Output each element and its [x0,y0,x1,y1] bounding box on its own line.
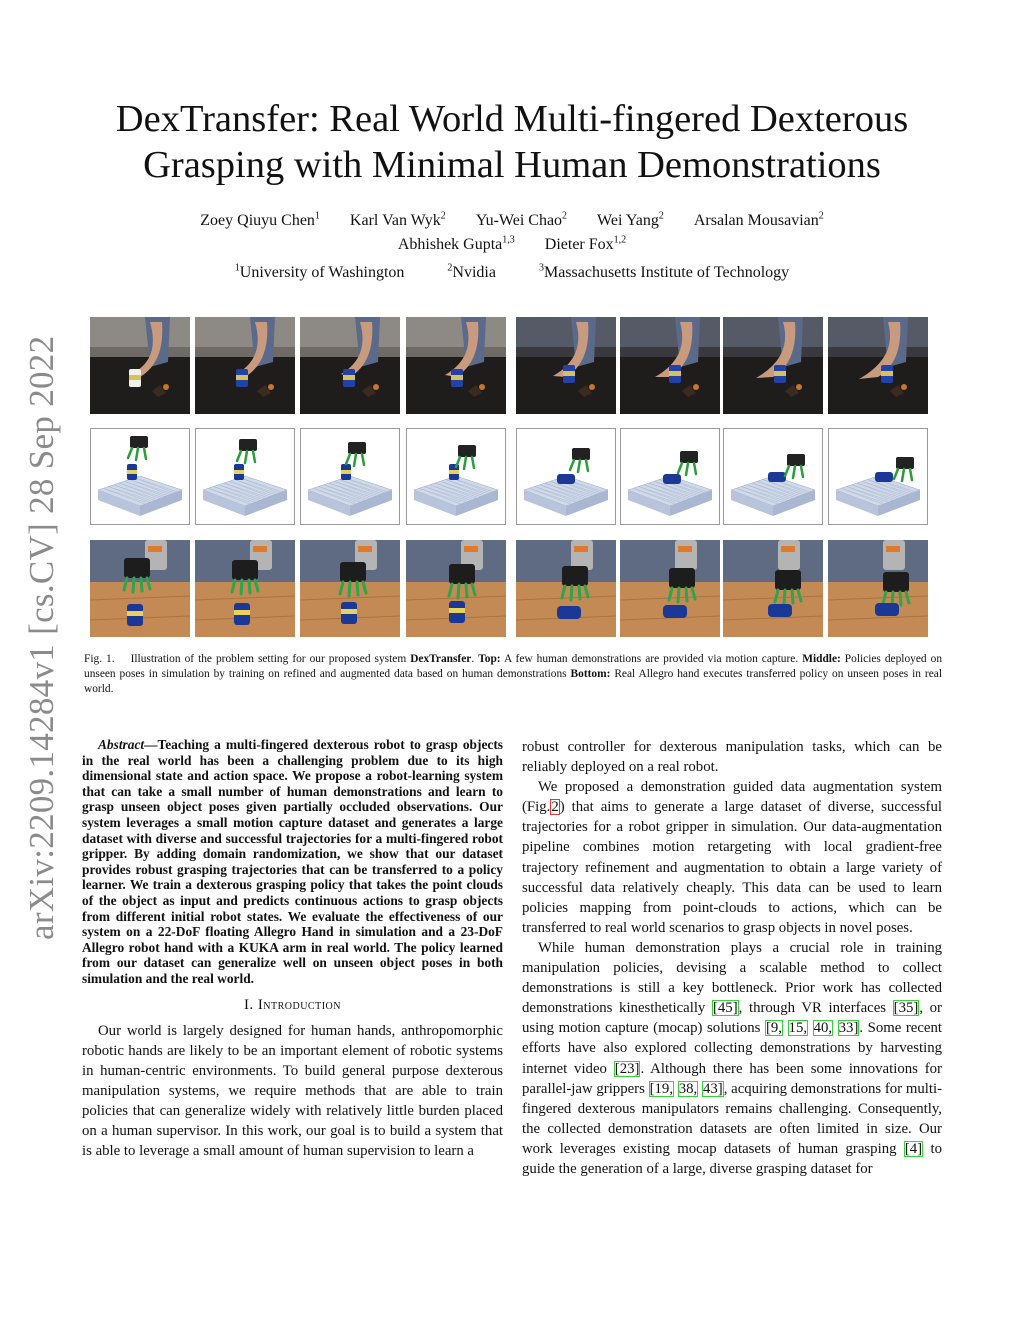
right-column [522,737,942,1179]
author-name: Abhishek Gupta$^{1,3}$ [397,234,515,253]
section-heading-introduction: I. Introduction [244,996,341,1013]
intro-paragraph-1-continued: robust controller for dexterous manipulation tasks, which can be reliably deployed on a real robot. [522,739,942,776]
author-list-row-2 [60,236,964,254]
affiliation: $^2$Nvidia [447,262,496,281]
citation-link[interactable]: 33] [838,1020,859,1037]
citation-link[interactable]: [35] [893,1000,919,1017]
motion-capture-photo-7 [723,317,823,414]
motion-capture-photo-6 [620,317,720,414]
citation-link[interactable]: [23] [614,1060,640,1077]
citation-link[interactable]: [9, [765,1020,782,1037]
citation-link[interactable]: [19, [649,1080,674,1097]
motion-capture-photo-5 [516,317,616,414]
motion-capture-photo-2 [195,317,295,414]
intro-paragraph-3: While human demonstration plays a crucial role in training manipulation policies, devising a scalable method to collect demonstrations is still a key bottleneck. Prior work has collected demonstrations kinesthetically [45], through VR interfaces [35], or using motion capture (mocap) solutions [9, 15, 40, 33]. Some recent efforts have also explored collecting demonstrations by harvesting internet video [23]. Although there has been some innovations for parallel-jaw grippers [19, 38, 43], acquiring demonstrations for multi-fingered dexterous manipulators remains challenging. Consequently, the collected demonstration datasets are often limited in size. Our work leverages existing mocap datasets of human grasping [4] to guide the generation of a large, diverse grasping dataset for [522,939,942,1177]
figure-link[interactable]: 2 [551,799,559,816]
motion-capture-photo-3 [300,317,400,414]
author-name: Karl Van Wyk$^2$ [349,210,446,229]
affiliation-list [60,264,964,282]
real-robot-photo-6 [620,540,720,637]
author-name: Zoey Qiuyu Chen$^1$ [200,210,320,229]
figure-caption: Fig. 1. Illustration of the problem setting for our proposed system DexTransfer. Top: A few human demonstrations are provided via motion capture. Middle: Policies deployed on unseen poses in simulation by training on refined and augmented data based on human demonstrations Bottom: Real Allegro hand executes transferred policy on unseen poses in real world. [84,653,943,695]
real-robot-photo-1 [90,540,190,637]
simulation-render-4 [406,428,506,525]
caption-label: Fig. 1. [84,653,115,665]
simulation-render-6 [620,428,720,525]
real-robot-photo-3 [300,540,400,637]
affiliation: $^1$University of Washington [234,262,405,281]
motion-capture-photo-8 [828,317,928,414]
simulation-render-7 [723,428,823,525]
simulation-render-1 [90,428,190,525]
title-line-1: DexTransfer: Real World Multi-fingered Dexterous [115,98,909,140]
motion-capture-photo-4 [406,317,506,414]
paper-title [60,96,964,188]
real-robot-photo-8 [828,540,928,637]
citation-link[interactable]: 38, [678,1080,698,1097]
intro-paragraph-2: We proposed a demonstration guided data augmentation system (Fig.2) that aims to generate a large dataset of diverse, successful trajectories for a robot gripper in simulation. Our data-augmentation pipeline combines motion retargeting with local gradient-free trajectory refinement and augmentation to obtain a large variety of successful data relatively cheaply. This data can be used to learn policies mapping from point-clouds to actions, which can be transferred to real world scenarios to grasp objects in novel poses. [522,779,942,936]
abstract: Abstract—Teaching a multi-fingered dexterous robot to grasp objects in the real world has been a challenging problem due to its high dimensional state and action space. We propose a robot-learning system that can take a small number of human demonstrations and learn to grasp unseen object poses given partially occluded observations. Our system leverages a small motion capture dataset and generates a large dataset with diverse and successful trajectories for a multi-fingered robot gripper. By adding domain randomization, we show that our dataset provides robust grasping trajectories that can be transferred to a policy learner. We train a dexterous grasping policy that takes the point clouds of the object as input and predicts continuous actions to grasp objects from different initial robot states. We evaluate the effectiveness of our system on a 22-DoF floating Allegro Hand in simulation and a 23-DoF Allegro robot hand with a KUKA arm in real world. The policy learned from our dataset can generalize well on unseen object poses in both simulation and the real world. [82,737,503,986]
simulation-render-8 [828,428,928,525]
real-robot-photo-5 [516,540,616,637]
citation-link[interactable]: [4] [904,1140,923,1157]
real-robot-photo-7 [723,540,823,637]
citation-link[interactable]: [45] [712,1000,738,1017]
simulation-render-2 [195,428,295,525]
author-name: Wei Yang$^2$ [597,210,664,229]
citation-link[interactable]: 43] [702,1080,723,1097]
arxiv-identifier-stamp: arXiv:2209.14284v1 [cs.CV] 28 Sep 2022 [22,335,61,940]
author-list-row-1 [60,212,964,230]
author-name: Arsalan Mousavian$^2$ [693,210,824,229]
motion-capture-photo-1 [90,317,190,414]
simulation-render-3 [300,428,400,525]
affiliation: $^3$Massachusetts Institute of Technology [538,262,790,281]
real-robot-photo-4 [406,540,506,637]
author-name: Yu-Wei Chao$^2$ [475,210,568,229]
citation-link[interactable]: 40, [813,1020,833,1037]
author-name: Dieter Fox$^{1,2}$ [544,234,627,253]
title-line-2: Grasping with Minimal Human Demonstrations [143,144,881,186]
real-robot-photo-2 [195,540,295,637]
citation-link[interactable]: 15, [788,1020,808,1037]
intro-paragraph-1: Our world is largely designed for human hands, anthropomorphic robotic hands are likely to be an important element of robotic systems in human-centric environments. To build general purpose dexterous manipulation systems, we require methods that are able to train policies that can generalize widely with relatively little burden placed on a human supervisor. In this work, our goal is to build a system that is able to leverage a small amount of human supervision to learn a [82,1022,503,1160]
simulation-render-5 [516,428,616,525]
left-column [82,737,503,1161]
